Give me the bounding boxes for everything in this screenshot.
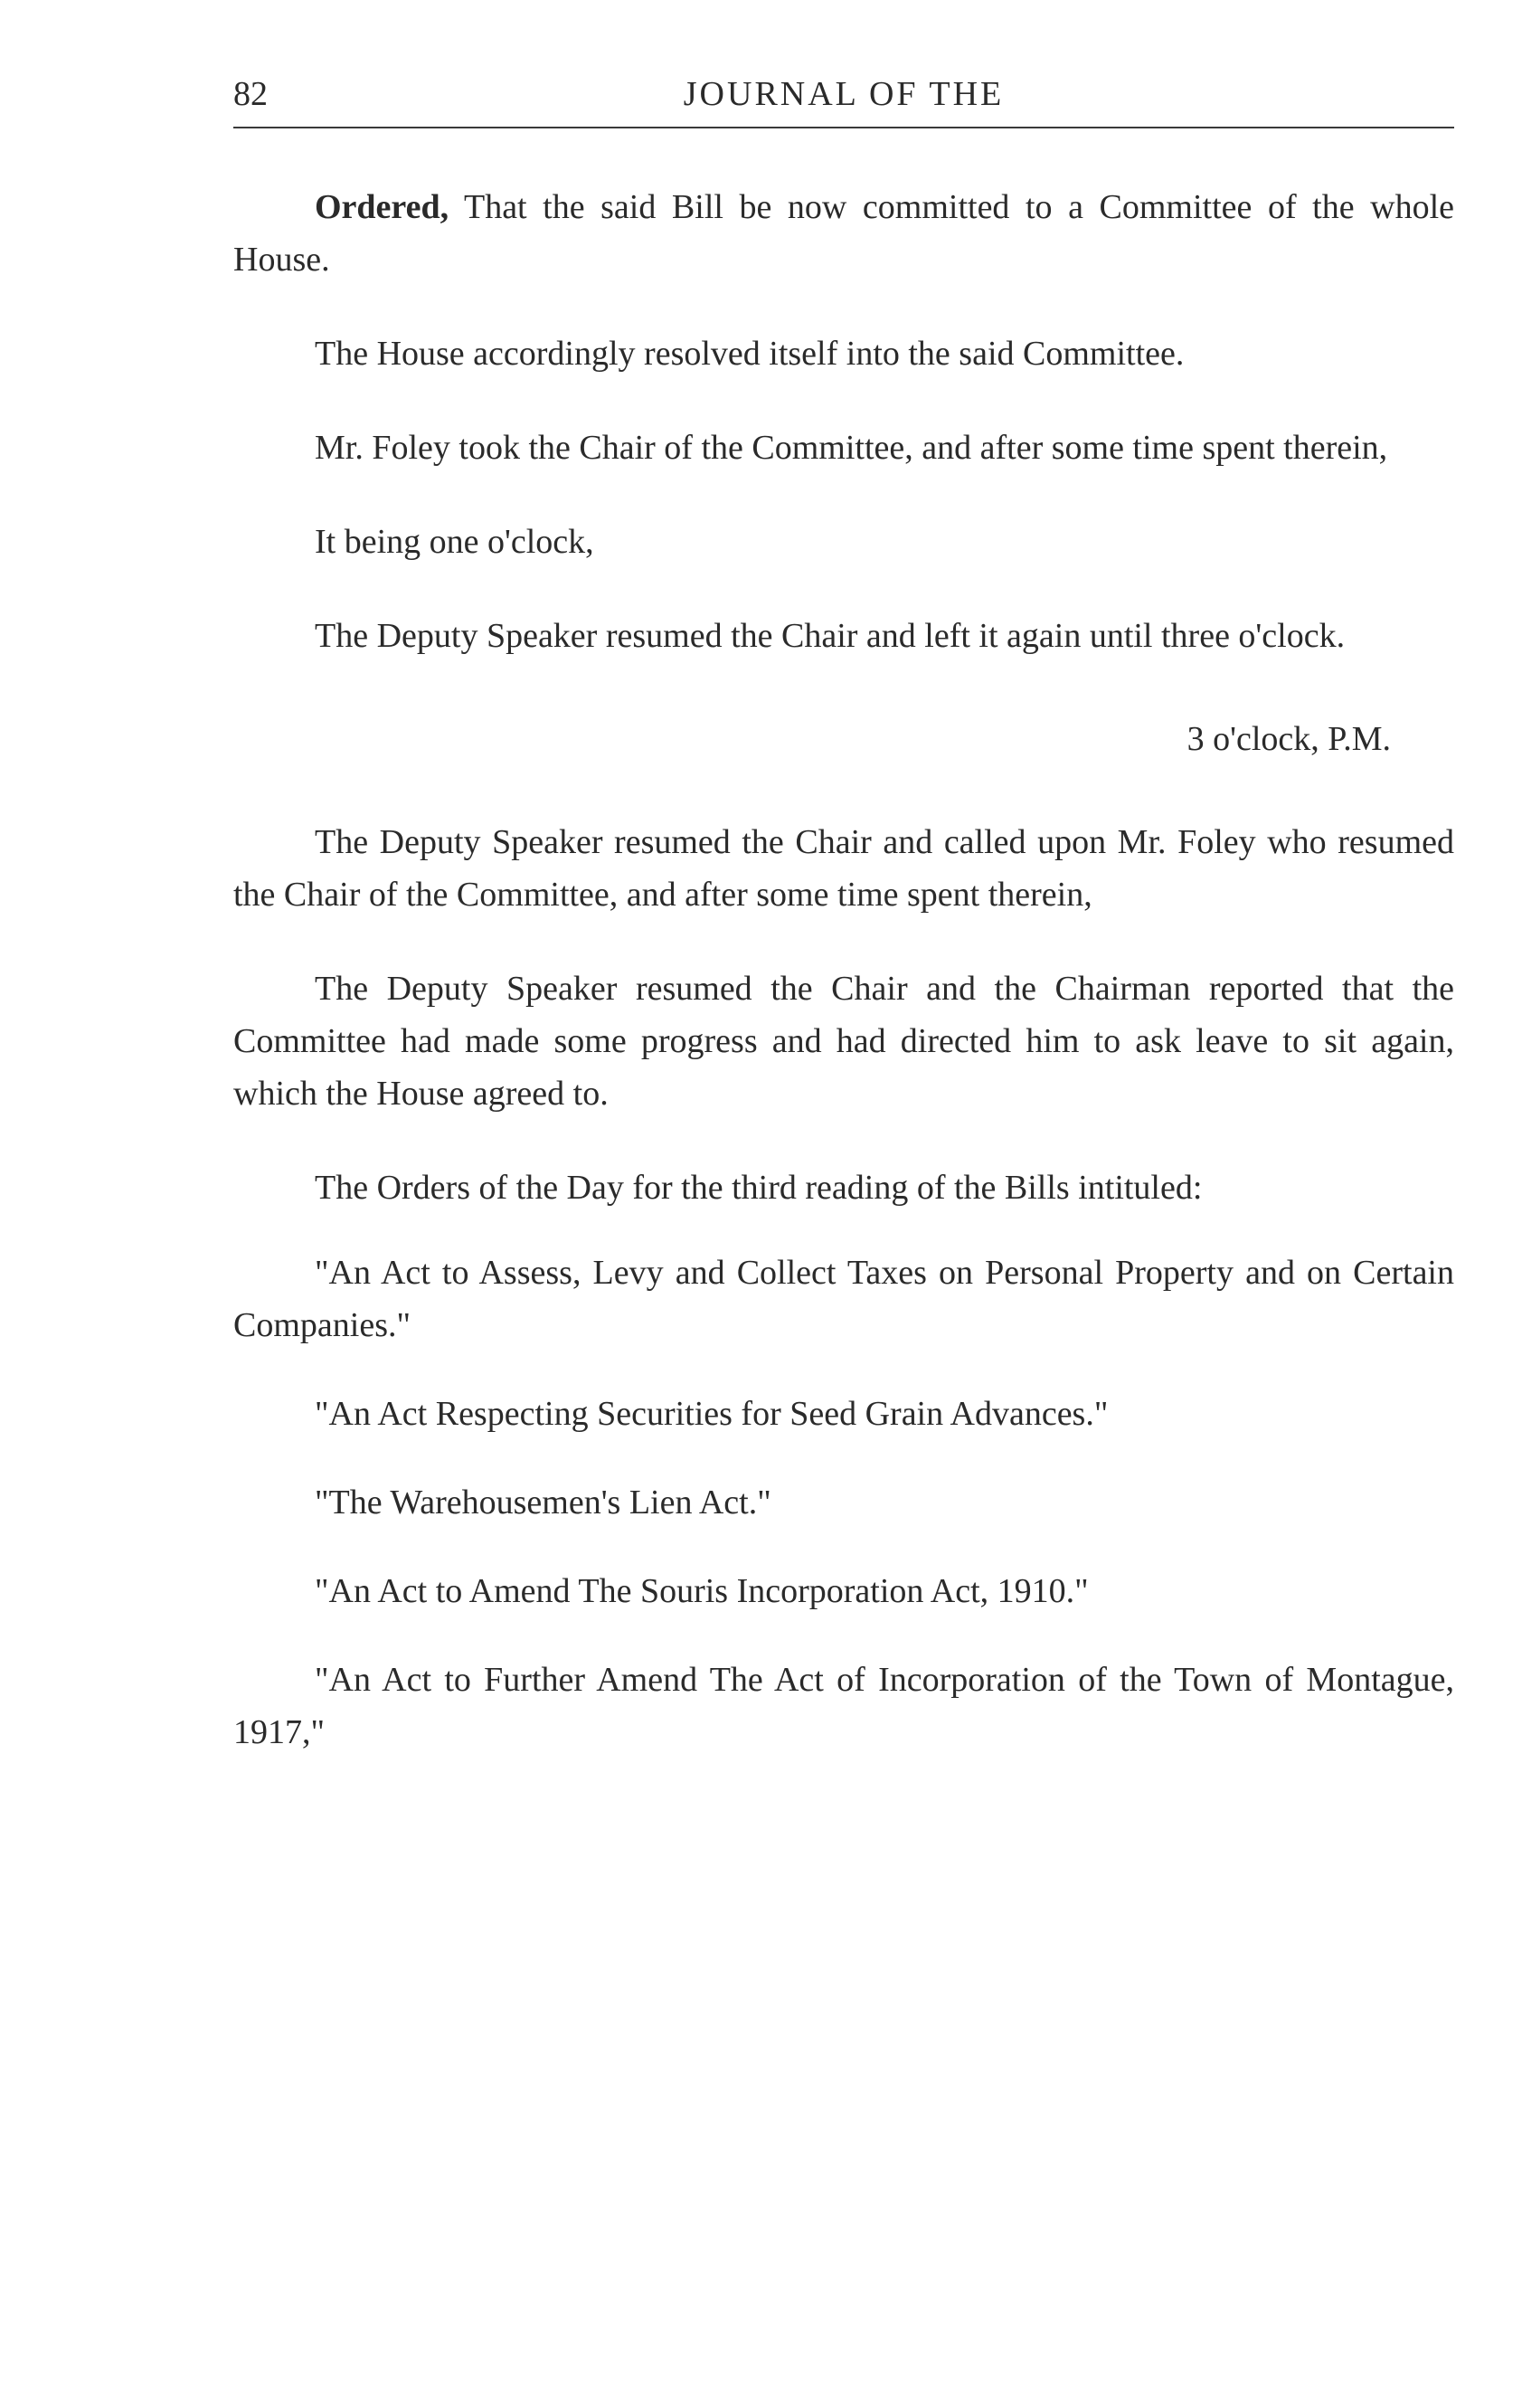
paragraph-chairman-reported: The Deputy Speaker resumed the Chair and the Chairman reported that the Committee had made some progress and had directed him to ask leave to sit again, which the House agreed to.	[233, 970, 1454, 1113]
paragraph-orders-of-day: The Orders of the Day for the third reading of the Bills intituled:	[315, 1169, 1203, 1207]
journal-body	[233, 181, 1454, 1759]
ordered-lead: Ordered,	[315, 188, 449, 226]
bill-item: "An Act Respecting Securities for Seed Grain Advances."	[315, 1395, 1109, 1433]
ordered-text: That the said Bill be now committed to a Committee of the whole House.	[233, 188, 1454, 279]
timestamp: 3 o'clock, P.M.	[1186, 720, 1391, 758]
page-number: 82	[233, 75, 268, 113]
running-head: JOURNAL OF THE	[683, 75, 1005, 113]
paragraph-one-oclock: It being one o'clock,	[315, 523, 594, 561]
header-rule	[233, 127, 1454, 128]
bill-item: "An Act to Further Amend The Act of Incorporation of the Town of Montague, 1917,"	[233, 1661, 1454, 1751]
page-header	[233, 67, 1454, 121]
paragraph-ordered	[233, 181, 1454, 286]
paragraph-foley-chair: Mr. Foley took the Chair of the Committee, and after some time spent therein,	[315, 429, 1388, 467]
paragraph-deputy-left: The Deputy Speaker resumed the Chair and left it again until three o'clock.	[315, 617, 1346, 655]
bill-item: "The Warehousemen's Lien Act."	[315, 1484, 771, 1522]
paragraph-resolved: The House accordingly resolved itself into the said Committee.	[315, 335, 1185, 373]
bill-item: "An Act to Amend The Souris Incorporation Act, 1910."	[315, 1572, 1089, 1610]
paragraph-deputy-called: The Deputy Speaker resumed the Chair and called upon Mr. Foley who resumed the Chair of the Committee, and after some time spent therein,	[233, 823, 1454, 914]
bill-item: "An Act to Assess, Levy and Collect Taxes on Personal Property and on Certain Companies."	[233, 1254, 1454, 1344]
